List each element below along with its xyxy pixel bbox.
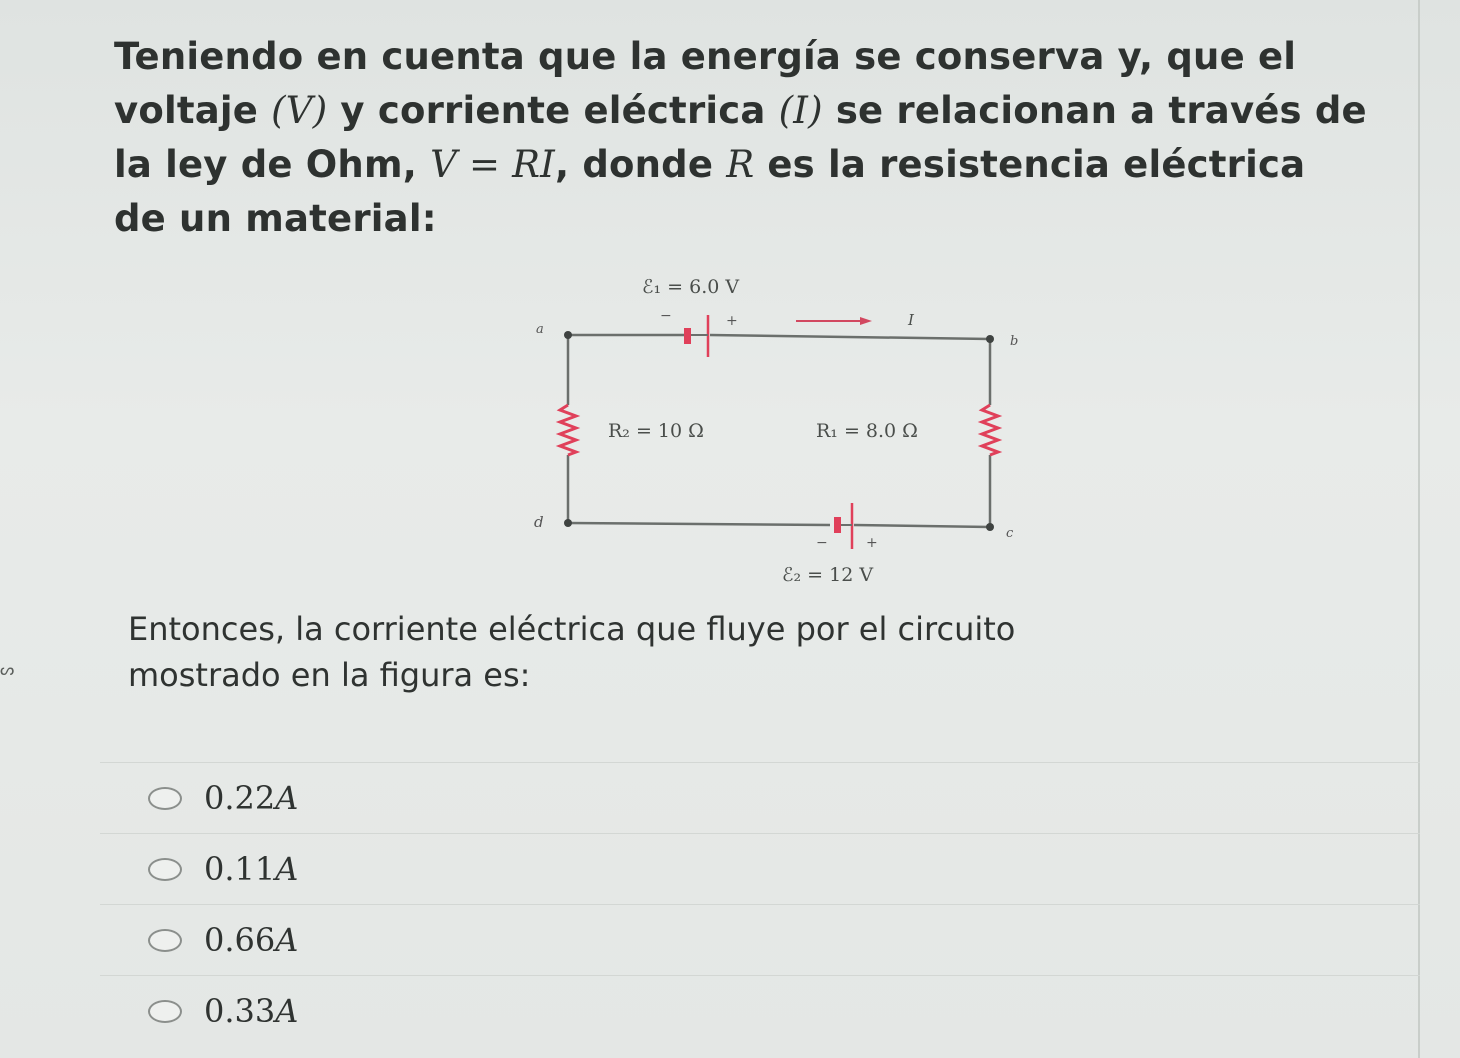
emf1-plus-sign: + [726, 313, 738, 329]
node-c-label: c [1006, 526, 1014, 541]
followup-line-1: Entonces, la corriente eléctrica que fluye por el circuito [128, 610, 1016, 648]
question-line-3 [114, 138, 1434, 192]
answer-value: 0.33 [204, 992, 276, 1030]
emf2-plus-sign: + [866, 535, 878, 551]
answer-unit: A [275, 850, 299, 888]
answer-unit: A [275, 921, 299, 959]
question-text-segment: , donde [554, 143, 727, 186]
question-text-segment: la ley de Ohm, [114, 143, 431, 186]
radio-button[interactable] [148, 787, 182, 810]
battery-emf1 [684, 315, 708, 357]
followup-line-2: mostrado en la figura es: [128, 656, 531, 694]
emf1-minus-sign: − [660, 308, 672, 324]
emf2-label: ℰ₂ = 12 V [782, 564, 874, 586]
r1-label: R₁ = 8.0 Ω [816, 420, 918, 442]
node-c-dot [986, 523, 994, 531]
radio-button[interactable] [148, 858, 182, 881]
node-d-dot [564, 519, 572, 527]
answer-unit: A [275, 992, 299, 1030]
node-b-label: b [1010, 334, 1019, 349]
current-symbol: (I) [778, 89, 823, 132]
resistor-r2 [560, 405, 576, 455]
question-text-segment: y corriente eléctrica [327, 89, 779, 132]
node-a-dot [564, 331, 572, 339]
answer-options [100, 762, 1420, 1046]
emf2-minus-sign: − [816, 535, 828, 551]
answer-option-label [204, 992, 298, 1030]
followup-text [128, 606, 1378, 698]
answer-option-4[interactable] [100, 975, 1420, 1046]
answer-option-1[interactable] [100, 762, 1420, 833]
question-text [114, 30, 1434, 246]
r2-label: R₂ = 10 Ω [608, 420, 704, 442]
question-text-segment: voltaje [114, 89, 272, 132]
answer-value: 0.11 [204, 850, 276, 888]
answer-value: 0.66 [204, 921, 276, 959]
battery-emf2 [834, 503, 852, 549]
side-marker-icon: ᔕ [0, 660, 15, 679]
node-a-label: a [536, 322, 544, 337]
answer-unit: A [275, 779, 299, 817]
answer-option-3[interactable] [100, 904, 1420, 975]
circuit-diagram [520, 265, 1040, 595]
answer-option-label [204, 779, 298, 817]
ohm-law-formula: V = RI [430, 143, 555, 186]
question-line-1: Teniendo en cuenta que la energía se conserva y, que el [114, 35, 1297, 78]
answer-option-label [204, 921, 298, 959]
question-line-4: de un material: [114, 197, 437, 240]
answer-option-2[interactable] [100, 833, 1420, 904]
question-line-2 [114, 84, 1434, 138]
radio-button[interactable] [148, 929, 182, 952]
answer-value: 0.22 [204, 779, 276, 817]
voltage-symbol: (V) [271, 89, 328, 132]
emf1-label: ℰ₁ = 6.0 V [642, 276, 740, 298]
resistance-symbol: R [726, 143, 755, 186]
node-b-dot [986, 335, 994, 343]
node-d-label: d [534, 513, 544, 531]
resistor-r1 [982, 405, 998, 455]
answer-option-label [204, 850, 298, 888]
question-text-segment: es la resistencia eléctrica [754, 143, 1306, 186]
current-label: I [908, 311, 914, 329]
current-arrow [796, 317, 872, 325]
radio-button[interactable] [148, 1000, 182, 1023]
question-text-segment: se relacionan a través de [822, 89, 1367, 132]
